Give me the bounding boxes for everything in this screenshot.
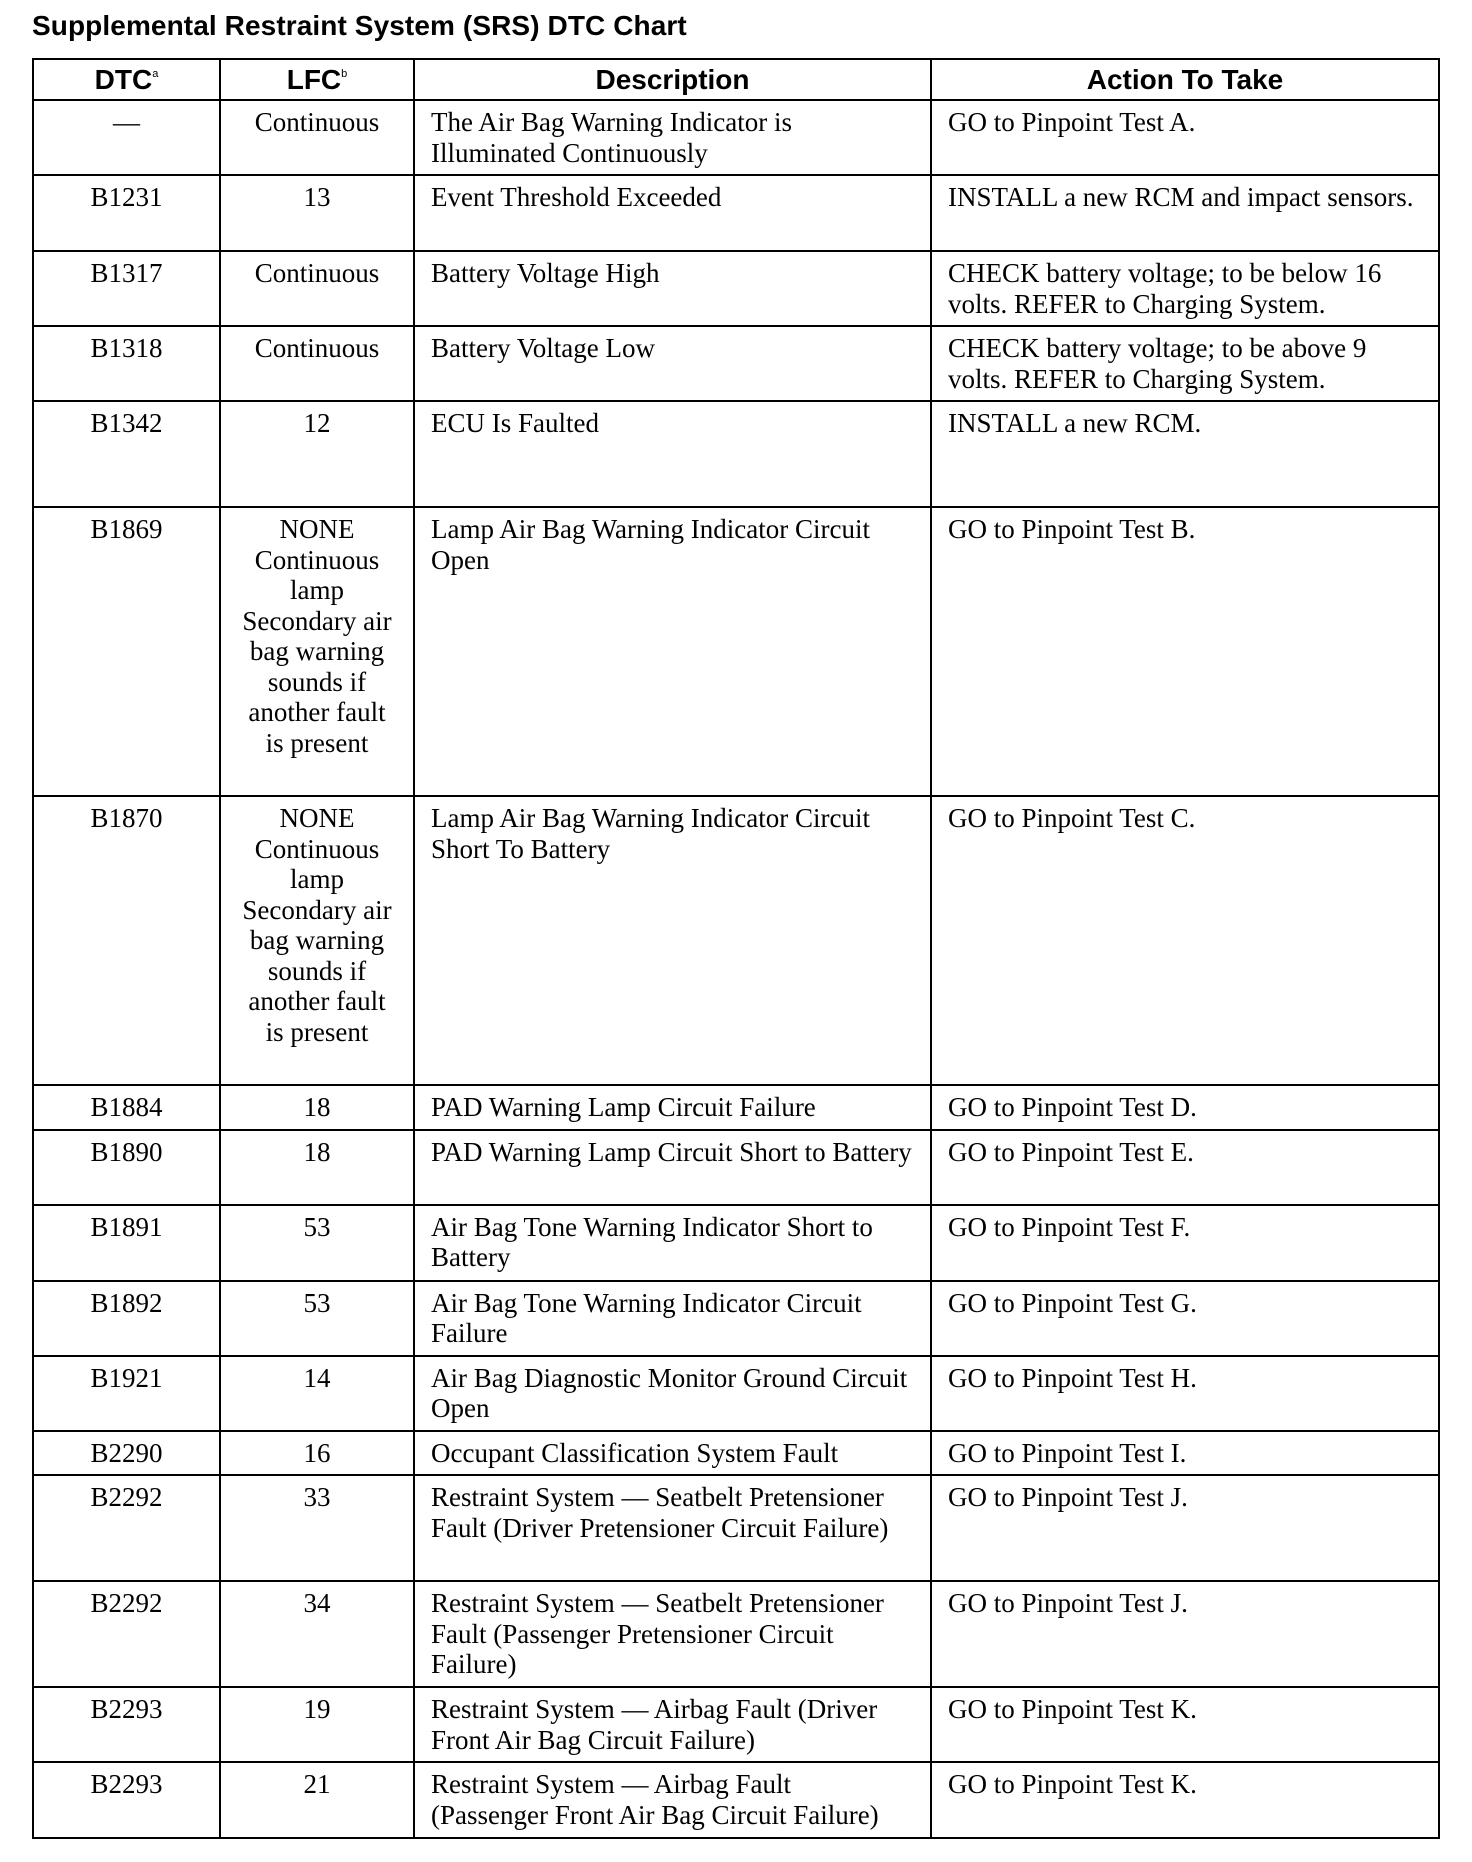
table-row: [33, 796, 1439, 1085]
dtc-cell: B1342: [33, 401, 220, 507]
table-row: [33, 1205, 1439, 1281]
action-cell: GO to Pinpoint Test J.: [931, 1475, 1439, 1581]
table-row: [33, 100, 1439, 175]
table-row: [33, 251, 1439, 326]
description-cell: Battery Voltage Low: [414, 326, 931, 401]
dtc-cell: B1231: [33, 175, 220, 251]
header-dtc: [33, 59, 220, 100]
header-dtc-label: DTC: [94, 64, 153, 95]
lfc-cell: 18: [220, 1085, 414, 1130]
action-cell: GO to Pinpoint Test K.: [931, 1762, 1439, 1838]
header-description: Description: [414, 59, 931, 100]
dtc-cell: B1890: [33, 1130, 220, 1205]
description-cell: The Air Bag Warning Indicator is Illuminated Continuously: [414, 100, 931, 175]
description-cell: Lamp Air Bag Warning Indicator Circuit Open: [414, 507, 931, 796]
description-cell: Restraint System — Seatbelt Pretensioner Fault (Passenger Pretensioner Circuit Failure): [414, 1581, 931, 1687]
table-row: [33, 1475, 1439, 1581]
header-action: Action To Take: [931, 59, 1439, 100]
action-cell: CHECK battery voltage; to be above 9 volts. REFER to Charging System.: [931, 326, 1439, 401]
header-lfc: [220, 59, 414, 100]
lfc-cell: 19: [220, 1687, 414, 1762]
action-cell: INSTALL a new RCM and impact sensors.: [931, 175, 1439, 251]
lfc-cell: 12: [220, 401, 414, 507]
dtc-table: [32, 58, 1440, 1839]
lfc-cell: Continuous: [220, 251, 414, 326]
header-dtc-footnote: a: [152, 68, 159, 80]
action-cell: GO to Pinpoint Test H.: [931, 1356, 1439, 1431]
dtc-cell: B2293: [33, 1687, 220, 1762]
description-cell: Lamp Air Bag Warning Indicator Circuit Short To Battery: [414, 796, 931, 1085]
lfc-cell: 33: [220, 1475, 414, 1581]
table-row: [33, 507, 1439, 796]
table-row: [33, 1085, 1439, 1130]
table-row: [33, 1130, 1439, 1205]
action-cell: GO to Pinpoint Test F.: [931, 1205, 1439, 1281]
action-cell: GO to Pinpoint Test A.: [931, 100, 1439, 175]
lfc-cell: Continuous: [220, 100, 414, 175]
dtc-cell: B1318: [33, 326, 220, 401]
dtc-cell: B2290: [33, 1431, 220, 1476]
table-row: [33, 1687, 1439, 1762]
dtc-cell: B2292: [33, 1475, 220, 1581]
table-row: [33, 1581, 1439, 1687]
table-row: [33, 1281, 1439, 1356]
dtc-cell: B1870: [33, 796, 220, 1085]
dtc-cell: B2293: [33, 1762, 220, 1838]
lfc-cell: 34: [220, 1581, 414, 1687]
table-row: [33, 326, 1439, 401]
lfc-cell: 14: [220, 1356, 414, 1431]
action-cell: INSTALL a new RCM.: [931, 401, 1439, 507]
lfc-cell: 16: [220, 1431, 414, 1476]
lfc-cell: NONE Continuous lamp Secondary air bag warning sounds if another fault is present: [220, 796, 414, 1085]
description-cell: PAD Warning Lamp Circuit Failure: [414, 1085, 931, 1130]
header-lfc-footnote: b: [341, 68, 348, 80]
table-row: [33, 175, 1439, 251]
description-cell: Air Bag Tone Warning Indicator Short to Battery: [414, 1205, 931, 1281]
table-row: [33, 1762, 1439, 1838]
dtc-cell: B1891: [33, 1205, 220, 1281]
description-cell: PAD Warning Lamp Circuit Short to Battery: [414, 1130, 931, 1205]
action-cell: GO to Pinpoint Test K.: [931, 1687, 1439, 1762]
table-row: [33, 1431, 1439, 1476]
description-cell: Air Bag Tone Warning Indicator Circuit Failure: [414, 1281, 931, 1356]
lfc-cell: 18: [220, 1130, 414, 1205]
action-cell: GO to Pinpoint Test E.: [931, 1130, 1439, 1205]
lfc-cell: 53: [220, 1205, 414, 1281]
lfc-cell: 21: [220, 1762, 414, 1838]
dtc-cell: B1869: [33, 507, 220, 796]
action-cell: GO to Pinpoint Test I.: [931, 1431, 1439, 1476]
page-title: Supplemental Restraint System (SRS) DTC Chart: [32, 10, 687, 41]
description-cell: Restraint System — Seatbelt Pretensioner Fault (Driver Pretensioner Circuit Failure): [414, 1475, 931, 1581]
dtc-cell: —: [33, 100, 220, 175]
lfc-cell: 53: [220, 1281, 414, 1356]
action-cell: GO to Pinpoint Test J.: [931, 1581, 1439, 1687]
lfc-cell: Continuous: [220, 326, 414, 401]
dtc-cell: B1892: [33, 1281, 220, 1356]
description-cell: Restraint System — Airbag Fault (Driver Front Air Bag Circuit Failure): [414, 1687, 931, 1762]
table-row: [33, 401, 1439, 507]
header-lfc-label: LFC: [286, 64, 342, 95]
table-header-row: [33, 59, 1439, 100]
lfc-cell: NONE Continuous lamp Secondary air bag warning sounds if another fault is present: [220, 507, 414, 796]
action-cell: GO to Pinpoint Test G.: [931, 1281, 1439, 1356]
action-cell: GO to Pinpoint Test D.: [931, 1085, 1439, 1130]
description-cell: Battery Voltage High: [414, 251, 931, 326]
description-cell: Event Threshold Exceeded: [414, 175, 931, 251]
description-cell: ECU Is Faulted: [414, 401, 931, 507]
table-row: [33, 1356, 1439, 1431]
dtc-cell: B1921: [33, 1356, 220, 1431]
dtc-cell: B2292: [33, 1581, 220, 1687]
description-cell: Restraint System — Airbag Fault (Passenger Front Air Bag Circuit Failure): [414, 1762, 931, 1838]
dtc-cell: B1884: [33, 1085, 220, 1130]
description-cell: Occupant Classification System Fault: [414, 1431, 931, 1476]
action-cell: GO to Pinpoint Test C.: [931, 796, 1439, 1085]
action-cell: GO to Pinpoint Test B.: [931, 507, 1439, 796]
lfc-cell: 13: [220, 175, 414, 251]
dtc-cell: B1317: [33, 251, 220, 326]
description-cell: Air Bag Diagnostic Monitor Ground Circuit Open: [414, 1356, 931, 1431]
action-cell: CHECK battery voltage; to be below 16 volts. REFER to Charging System.: [931, 251, 1439, 326]
